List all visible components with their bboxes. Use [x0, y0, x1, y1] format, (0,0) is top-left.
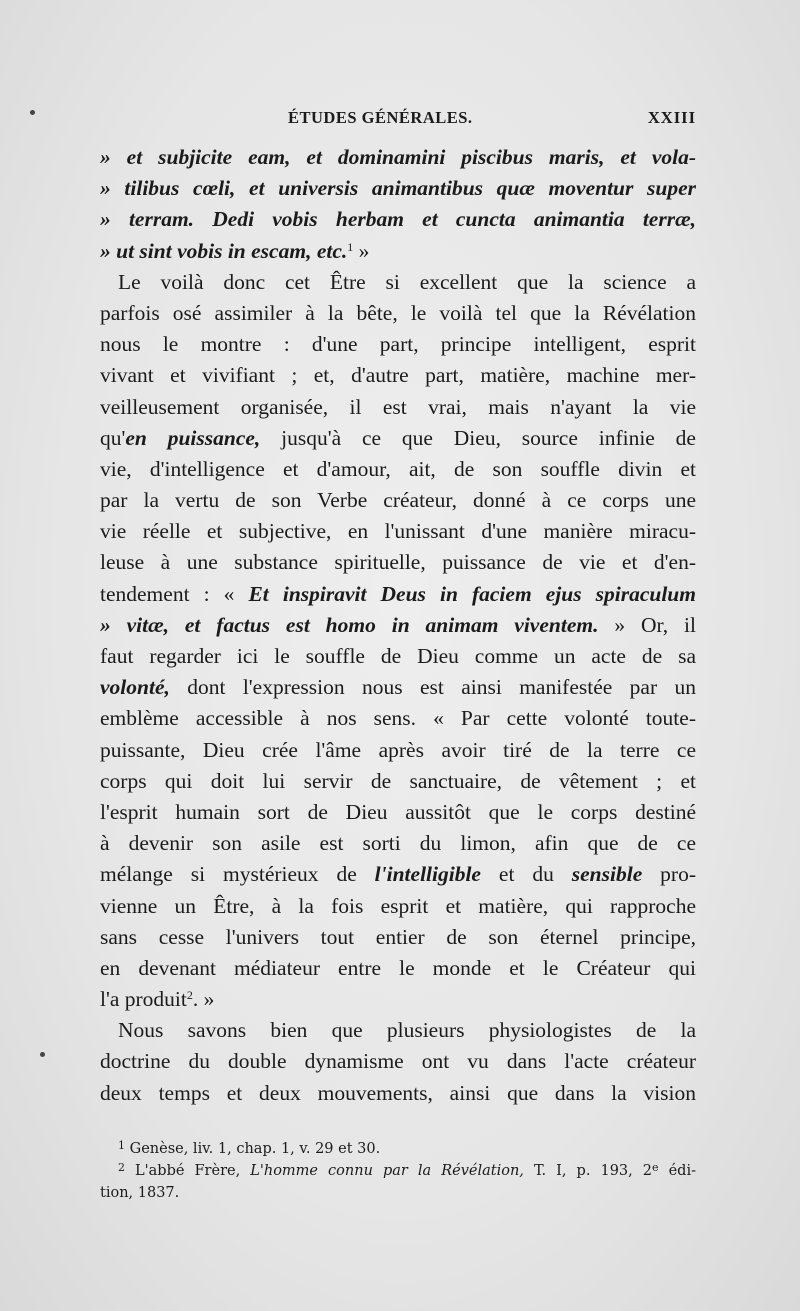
text-line: puissante, Dieu crée l'âme après avoir tiré de la terre ce: [100, 737, 696, 762]
text-line: » terram. Dedi vobis herbam et cuncta animantia terræ,: [100, 207, 696, 232]
text-line: en devenant médiateur entre le monde et le Créateur qui: [100, 955, 696, 980]
text-line: l'a produit$^2$. »: [100, 987, 215, 1012]
text-line: veilleusement organisée, il est vrai, mais n'ayant la vie: [100, 394, 696, 419]
footnote: $^1$ Genèse, liv. 1, chap. 1, v. 29 et 30.: [118, 1139, 381, 1157]
text-line: » vitæ, et factus est homo in animam viventem. » Or, il: [100, 612, 696, 637]
footnote-ref: 1: [347, 239, 354, 254]
page-header: [100, 104, 696, 132]
text-line: nous le montre : d'une part, principe intelligent, esprit: [100, 332, 696, 357]
body-text: [100, 142, 696, 1109]
running-title: ÉTUDES GÉNÉRALES.: [288, 108, 473, 127]
text-line: Nous savons bien que plusieurs physiologistes de la: [118, 1018, 696, 1043]
margin-mark: [30, 110, 35, 115]
footnote-number: 1: [118, 1139, 125, 1152]
text-line: tendement : « Et inspiravit Deus in faciem ejus spiraculum: [100, 581, 696, 606]
text-line: à devenir son asile est sorti du limon, afin que de ce: [100, 831, 696, 856]
margin-mark: [40, 1052, 45, 1057]
page-number: XXIII: [647, 108, 696, 127]
text-line: » tilibus cœli, et universis animantibus quæ moventur super: [100, 176, 696, 201]
text-line: vie réelle et subjective, en l'unissant d'une manière miracu-: [100, 519, 696, 544]
text-line: doctrine du double dynamisme ont vu dans l'acte créateur: [100, 1049, 696, 1074]
text-line: mélange si mystérieux de l'intelligible et du sensible pro-: [100, 862, 696, 887]
text-line: corps qui doit lui servir de sanctuaire, de vêtement ; et: [100, 768, 696, 793]
text-line: sans cesse l'univers tout entier de son éternel principe,: [100, 924, 696, 949]
text-line: l'esprit humain sort de Dieu aussitôt que le corps destiné: [100, 799, 696, 824]
text-line: deux temps et deux mouvements, ainsi que dans la vision: [100, 1080, 696, 1105]
text-line: volonté, dont l'expression nous est ainsi manifestée par un: [100, 675, 696, 700]
text-line: » ut sint vobis in escam, etc.$^1$ »: [100, 238, 370, 263]
text-line: emblème accessible à nos sens. « Par cette volonté toute-: [100, 706, 696, 731]
footnote: $^2$ L'abbé Frère, L'homme connu par la Révélation, T. I, p. 193, 2e édi-: [118, 1161, 696, 1179]
text-line: par la vertu de son Verbe créateur, donné à ce corps une: [100, 488, 696, 513]
footnotes: [100, 1138, 696, 1204]
footnote-continuation: tion, 1837.: [100, 1185, 180, 1201]
text-line: vienne un Être, à la fois esprit et matière, qui rapproche: [100, 893, 696, 918]
footnote-number: 2: [118, 1161, 125, 1174]
text-line: » et subjicite eam, et dominamini piscibus maris, et vola-: [100, 145, 696, 169]
text-line: Le voilà donc cet Être si excellent que la science a: [118, 269, 696, 294]
text-line: leuse à une substance spirituelle, puissance de vie et d'en-: [100, 550, 696, 575]
text-line: faut regarder ici le souffle de Dieu comme un acte de sa: [100, 644, 696, 668]
footnote-ref: 2: [186, 988, 193, 1003]
text-line: vie, d'intelligence et d'amour, ait, de son souffle divin et: [100, 456, 696, 481]
text-line: parfois osé assimiler à la bête, le voilà tel que la Révélation: [100, 300, 696, 325]
text-line: qu'en puissance, jusqu'à ce que Dieu, source infinie de: [100, 425, 696, 450]
text-line: vivant et vivifiant ; et, d'autre part, matière, machine mer-: [100, 363, 696, 388]
